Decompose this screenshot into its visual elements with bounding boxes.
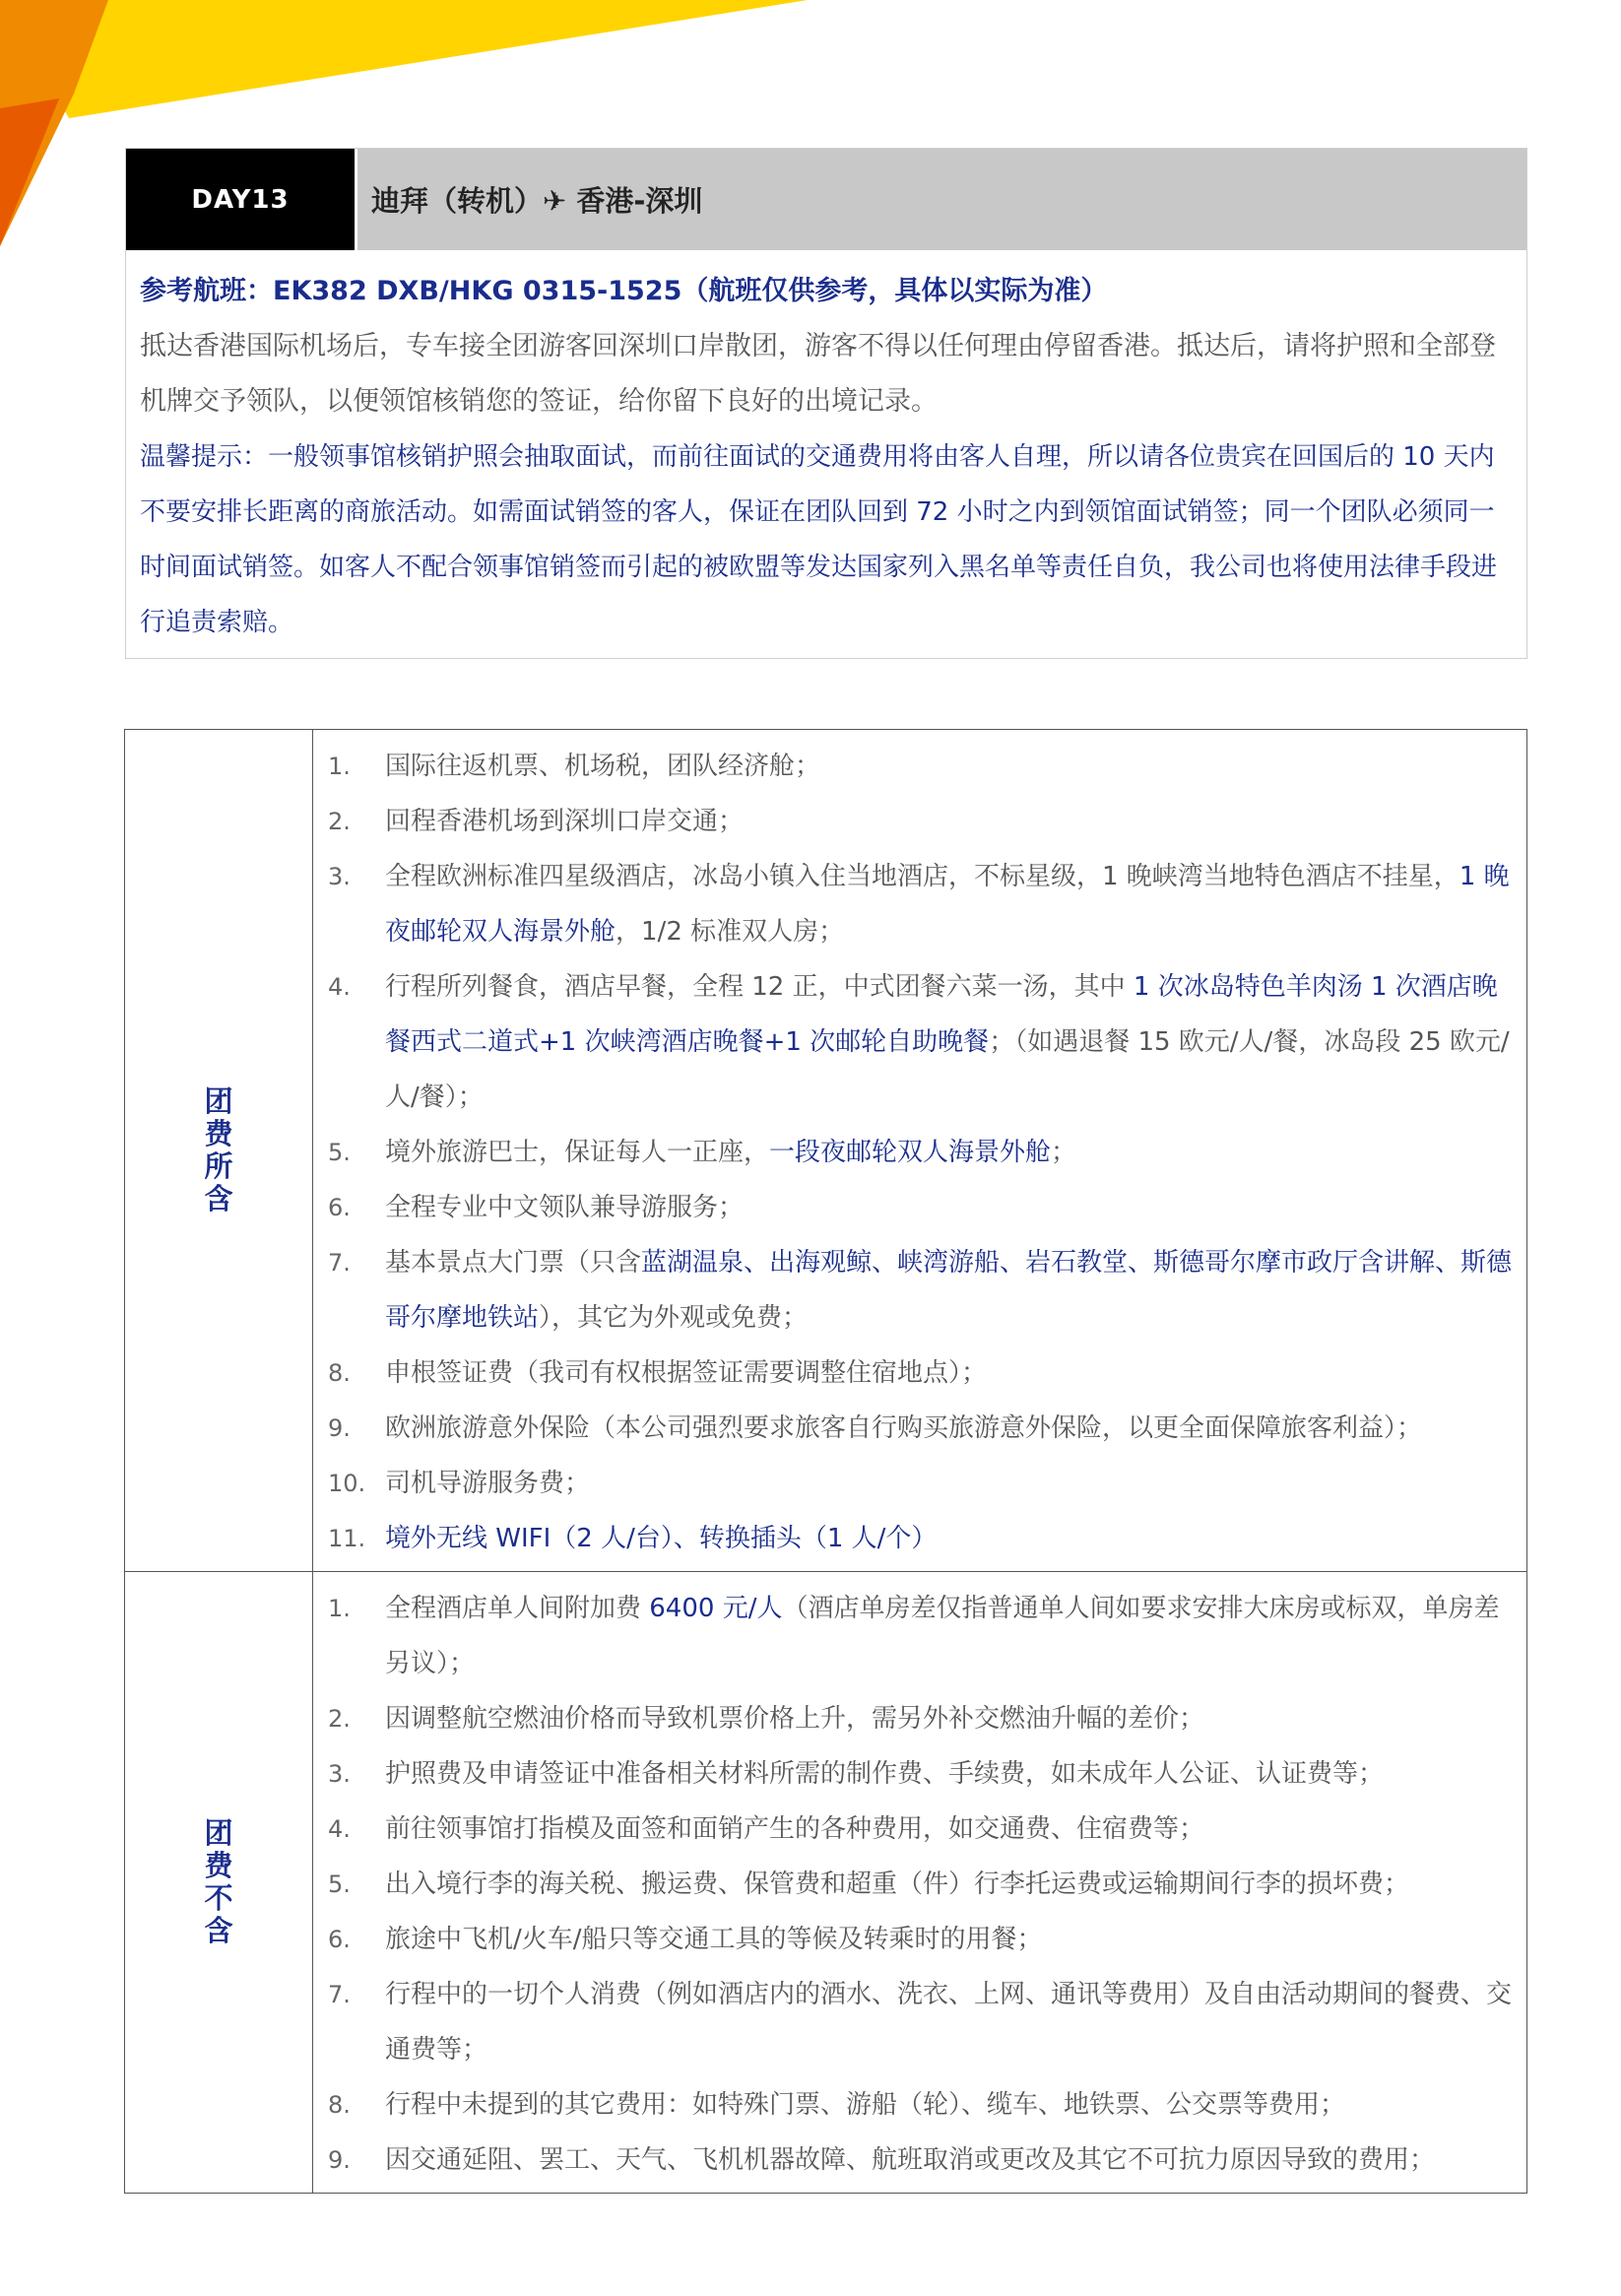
item-text-part: 欧洲旅游意外保险（本公司强烈要求旅客自行购买旅游意外保险，以更全面保障旅客利益）； (385, 1413, 1423, 1443)
item-text-part: ），其它为外观或免费； (539, 1303, 809, 1333)
item-text-part: 国际往返机票、机场税，团队经济舱； (385, 752, 821, 781)
item-number: 8. (328, 2091, 351, 2119)
item-text (385, 1345, 1518, 1401)
list-item (314, 1746, 1518, 1802)
day-card (125, 148, 1527, 659)
item-text-part: 基本景点大门票（只含 (385, 1248, 642, 1278)
item-number: 7. (328, 1249, 351, 1277)
included-list (314, 731, 1525, 1570)
item-text-part: 行程所列餐食，酒店早餐，全程 12 正，中式团餐六菜一汤，其中 (385, 972, 1134, 1002)
list-item (314, 1180, 1518, 1235)
item-text (385, 1456, 1518, 1511)
list-item (314, 1345, 1518, 1401)
item-text-part: 行程中的一切个人消费（例如酒店内的酒水、洗衣、上网、通讯等费用）及自由活动期间的餐费、交通费等； (385, 1980, 1513, 2065)
item-number: 3. (328, 863, 351, 890)
item-text (385, 1180, 1518, 1235)
item-number: 5. (328, 1870, 351, 1898)
item-number: 3. (328, 1760, 351, 1788)
item-text-part: 回程香港机场到深圳口岸交通； (385, 807, 745, 836)
list-item (314, 1802, 1518, 1857)
item-number: 10. (328, 1470, 366, 1497)
item-text (385, 2132, 1518, 2188)
item-text (385, 1581, 1518, 1691)
excluded-row (125, 1572, 1527, 2194)
item-text-part: 司机导游服务费； (385, 1469, 591, 1498)
excluded-label: 团 费 不 含 (204, 1816, 233, 1947)
highlighted-text: 蓝湖温泉、出海观鲸、峡湾游船、岩石教堂、斯德哥尔摩市政厅含讲解、斯德哥尔摩地铁站 (385, 1248, 1513, 1333)
item-number: 9. (328, 1414, 351, 1442)
day-description: 抵达香港国际机场后，专车接全团游客回深圳口岸散团，游客不得以任何理由停留香港。抵达后，请将护照和全部登机牌交予领队，以便领馆核销您的签证，给你留下良好的出境记录。 (140, 331, 1496, 417)
item-text-part: 护照费及申请签证中准备相关材料所需的制作费、手续费，如未成年人公证、认证费等； (385, 1759, 1385, 1789)
day-title: 迪拜（转机）✈ 香港-深圳 (355, 149, 1526, 250)
list-item (314, 1857, 1518, 1912)
item-text (385, 1125, 1518, 1180)
included-row (125, 730, 1527, 1572)
item-text-part: 出入境行李的海关税、搬运费、保管费和超重（件）行李托运费或运输期间行李的损坏费； (385, 1870, 1410, 1899)
item-text-part: 全程欧洲标准四星级酒店，冰岛小镇入住当地酒店，不标星级，1 晚峡湾当地特色酒店不挂星， (385, 862, 1459, 891)
item-text-part: ； (1051, 1138, 1077, 1167)
item-text (385, 849, 1518, 959)
item-text (385, 1401, 1518, 1456)
list-item (314, 1967, 1518, 2077)
item-text (385, 1511, 1518, 1566)
highlighted-text: 6400 元/人 (649, 1594, 783, 1623)
day-body (126, 250, 1526, 658)
list-item (314, 849, 1518, 959)
list-item (314, 1235, 1518, 1345)
day-badge: DAY13 (126, 149, 355, 250)
item-number: 2. (328, 808, 351, 835)
item-number: 6. (328, 1194, 351, 1221)
item-number: 4. (328, 1815, 351, 1843)
list-item (314, 1125, 1518, 1180)
item-number: 9. (328, 2146, 351, 2174)
day-header (126, 149, 1526, 250)
list-item (314, 1511, 1518, 1566)
list-item (314, 1691, 1518, 1746)
item-text-part: 旅途中飞机/火车/船只等交通工具的等候及转乘时的用餐； (385, 1925, 1043, 1954)
list-item (314, 2132, 1518, 2188)
highlighted-text: 境外无线 WIFI（2 人/台）、转换插头（1 人/个） (385, 1524, 938, 1553)
list-item (314, 1581, 1518, 1691)
list-item (314, 959, 1518, 1125)
item-text-part: （酒店单房差仅指普通单人间如要求安排大床房或标双，单房差另议）； (385, 1594, 1500, 1678)
item-text (385, 1967, 1518, 2077)
list-item (314, 1401, 1518, 1456)
item-number: 1. (328, 1595, 351, 1622)
highlighted-text: 一段夜邮轮双人海景外舱 (769, 1138, 1052, 1167)
highlighted-text: 1 晚夜邮轮双人海景外舱 (385, 862, 1510, 947)
item-text-part: ；（如遇退餐 15 欧元/人/餐，冰岛段 25 欧元/人/餐）； (385, 1027, 1510, 1112)
list-item (314, 1456, 1518, 1511)
item-text-part: 行程中未提到的其它费用：如特殊门票、游船（轮）、缆车、地铁票、公交票等费用； (385, 2090, 1346, 2120)
item-text-part: 境外旅游巴士，保证每人一正座， (385, 1138, 770, 1167)
item-text-part: 全程专业中文领队兼导游服务； (385, 1193, 745, 1222)
item-number: 7. (328, 1981, 351, 2008)
item-text-part: ，1/2 标准双人房； (616, 917, 845, 947)
item-number: 4. (328, 973, 351, 1001)
excluded-content-cell (313, 1572, 1527, 2194)
list-item (314, 1912, 1518, 1967)
item-text (385, 1912, 1518, 1967)
item-text-part: 因调整航空燃油价格而导致机票价格上升，需另外补交燃油升幅的差价； (385, 1704, 1205, 1734)
item-number: 2. (328, 1705, 351, 1733)
reference-flight: 参考航班：EK382 DXB/HKG 0315-1525（航班仅供参考，具体以实际为准） (140, 276, 1108, 306)
included-content-cell (313, 730, 1527, 1572)
item-text (385, 959, 1518, 1125)
included-label-cell (125, 730, 313, 1572)
item-text (385, 739, 1518, 794)
item-text (385, 1802, 1518, 1857)
item-number: 6. (328, 1926, 351, 1953)
item-number: 11. (328, 1525, 366, 1552)
item-text (385, 1235, 1518, 1345)
fee-table (124, 729, 1527, 2194)
item-text (385, 794, 1518, 849)
list-item (314, 739, 1518, 794)
item-text (385, 1857, 1518, 1912)
item-text-part: 因交通延阻、罢工、天气、飞机机器故障、航班取消或更改及其它不可抗力原因导致的费用； (385, 2145, 1436, 2175)
included-label: 团 费 所 含 (204, 1084, 233, 1215)
item-text-part: 申根签证费（我司有权根据签证需要调整住宿地点）； (385, 1358, 988, 1388)
highlighted-text: 1 次冰岛特色羊肉汤 1 次酒店晚餐西式二道式+1 次峡湾酒店晚餐+1 次邮轮自助晚餐 (385, 972, 1498, 1057)
item-text (385, 1746, 1518, 1802)
item-number: 5. (328, 1139, 351, 1166)
item-number: 1. (328, 753, 351, 780)
excluded-list (314, 1573, 1525, 2192)
list-item (314, 2077, 1518, 2132)
item-text-part: 前往领事馆打指模及面签和面销产生的各种费用，如交通费、住宿费等； (385, 1814, 1205, 1844)
item-text (385, 1691, 1518, 1746)
item-text (385, 2077, 1518, 2132)
list-item (314, 794, 1518, 849)
item-number: 8. (328, 1359, 351, 1387)
warm-tip: 温馨提示：一般领事馆核销护照会抽取面试，而前往面试的交通费用将由客人自理，所以请各位贵宾在回国后的 10 天内不要安排长距离的商旅活动。如需面试销签的客人，保证在团队回到 72 小时之内到领馆面试销签；同一个团队必须同一时间面试销签。如客人不配合领事馆销签而引起的被欧盟等发达国家列入黑名单等责任自负，我公司也将使用法律手段进行追责索赔。 (140, 442, 1498, 637)
excluded-label-cell (125, 1572, 313, 2194)
item-text-part: 全程酒店单人间附加费 (385, 1594, 650, 1623)
